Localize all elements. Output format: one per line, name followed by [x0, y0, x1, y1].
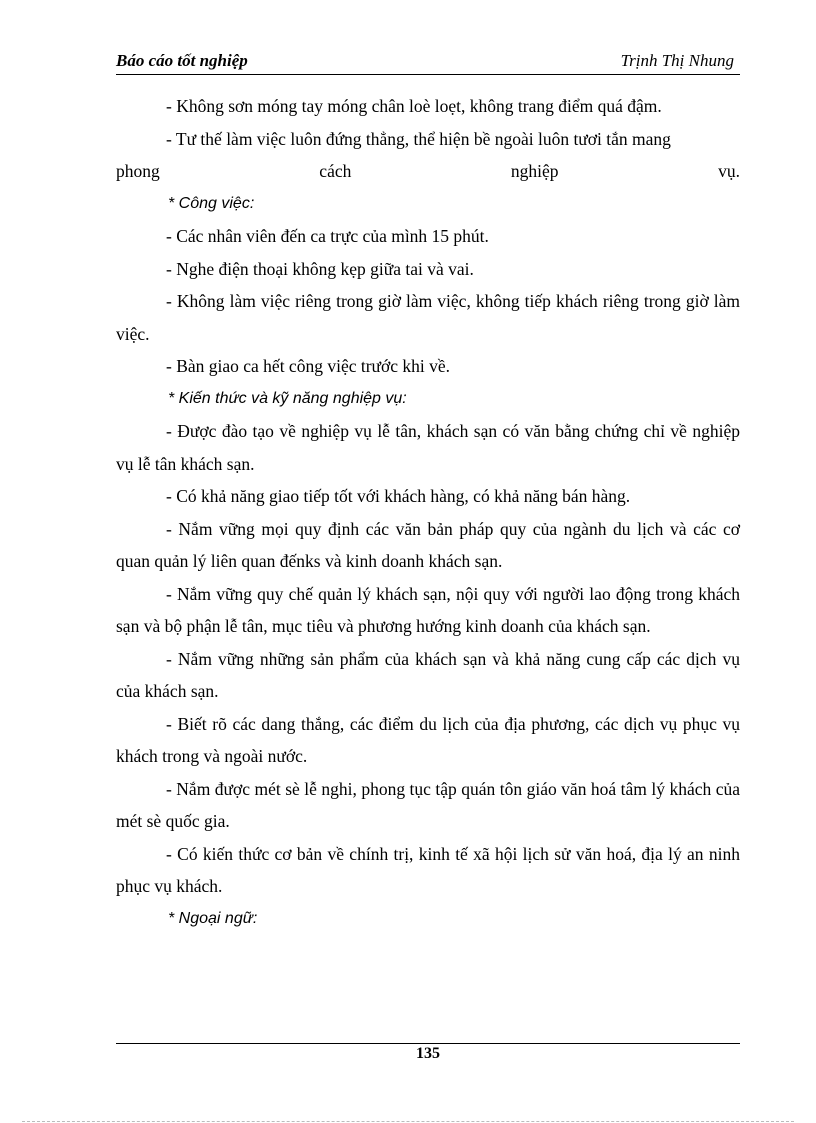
paragraph: - Các nhân viên đến ca trực của mình 15 phút. — [166, 226, 489, 246]
paragraph-continuation — [116, 155, 740, 188]
word: cách — [319, 161, 352, 181]
report-title: Báo cáo tốt nghiệp — [116, 51, 248, 70]
section-heading: * Công việc: — [168, 194, 255, 212]
paragraph: - Không làm việc riêng trong giờ làm việc, không tiếp khách riêng trong giờ làm việc. — [116, 291, 740, 344]
paragraph: - Nắm vững quy chế quản lý khách sạn, nội quy với người lao động trong khách sạn và bộ phận lễ tân, mục tiêu và phương hướng kinh doanh của khách sạn. — [116, 583, 740, 636]
body-text — [116, 90, 740, 935]
page-break-line — [22, 1121, 794, 1122]
paragraph: - Bàn giao ca hết công việc trước khi về. — [166, 356, 451, 376]
section-heading: * Ngoại ngữ: — [168, 909, 258, 927]
paragraph: - Được đào tạo về nghiệp vụ lễ tân, khách sạn có văn bằng chứng chỉ về nghiệp vụ lễ tân khách sạn. — [116, 421, 740, 474]
paragraph: - Nghe điện thoại không kẹp giữa tai và vai. — [166, 258, 474, 279]
word: vụ. — [718, 161, 740, 181]
author-name: Trịnh Thị Nhung — [620, 51, 734, 70]
word: nghiệp — [510, 161, 559, 181]
paragraph: - Biết rõ các dang thắng, các điểm du lịch của địa phương, các dịch vụ phục vụ khách trong và ngoài nước. — [116, 713, 740, 766]
page-header — [116, 48, 740, 75]
paragraph: - Có kiến thức cơ bản về chính trị, kinh tế xã hội lịch sử văn hoá, địa lý an ninh phục vụ khách. — [116, 843, 740, 896]
page-number: 135 — [416, 1045, 440, 1062]
paragraph: - Nắm vững mọi quy định các văn bản pháp quy của ngành du lịch và các cơ quan quản lý liên quan đếnks và kinh doanh khách sạn. — [116, 518, 740, 571]
paragraph: - Tư thế làm việc luôn đứng thẳng, thể hiện bề ngoài luôn tươi tắn mang — [166, 128, 671, 149]
paragraph: - Nắm được mét sè lễ nghi, phong tục tập quán tôn giáo văn hoá tâm lý khách của mét sè quốc gia. — [116, 778, 740, 831]
section-heading: * Kiến thức và kỹ năng nghiệp vụ: — [168, 389, 407, 407]
footer-divider — [116, 1043, 740, 1044]
paragraph: - Có khả năng giao tiếp tốt với khách hàng, có khả năng bán hàng. — [166, 486, 631, 506]
paragraph: - Nắm vững những sản phẩm của khách sạn và khả năng cung cấp các dịch vụ của khách sạn. — [116, 648, 740, 701]
word: phong — [116, 161, 160, 181]
paragraph: - Không sơn móng tay móng chân loè loẹt, không trang điểm quá đậm. — [166, 96, 662, 116]
